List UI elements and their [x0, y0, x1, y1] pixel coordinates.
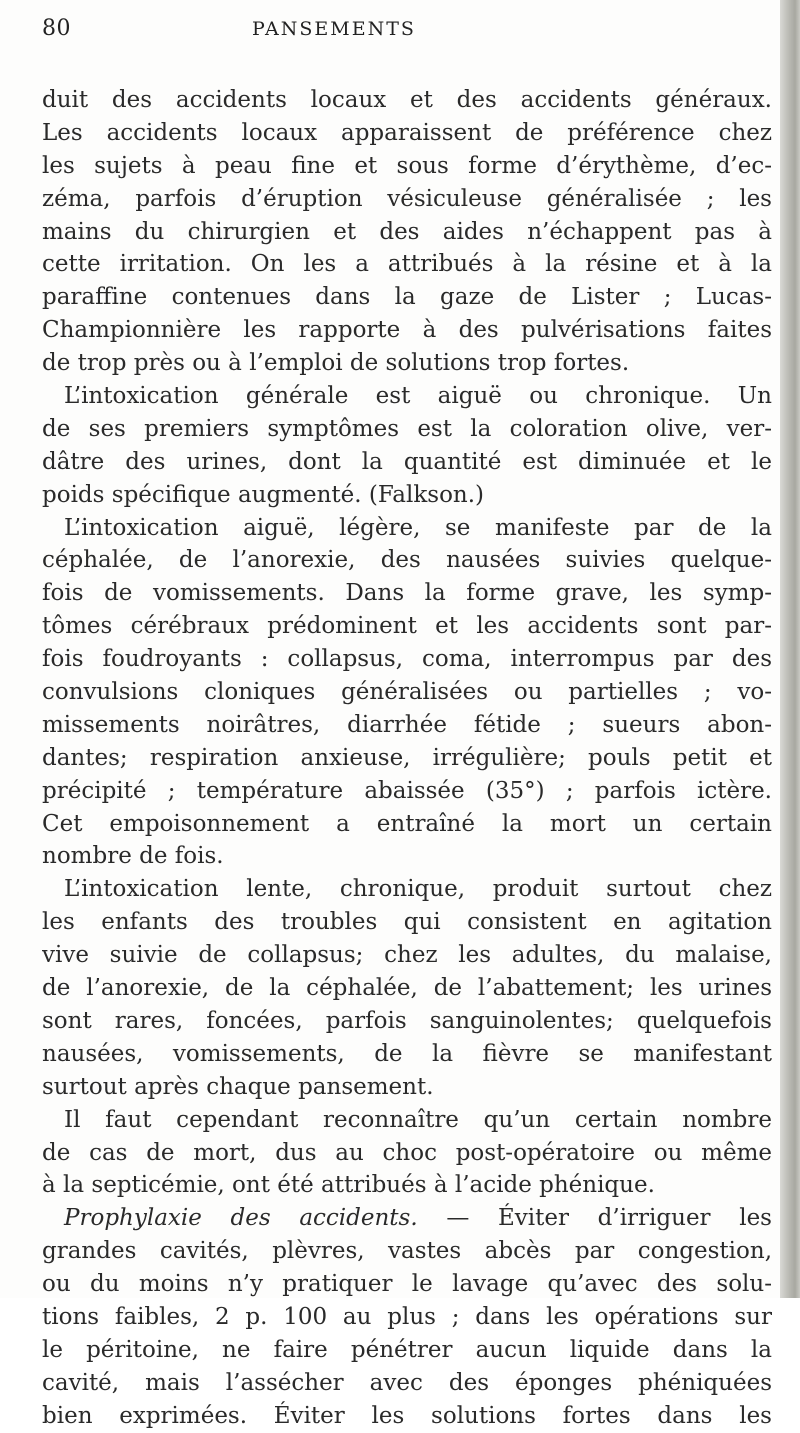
- text-line: les sujets à peau fine et sous forme d’érythème, d’ec-: [42, 152, 772, 179]
- text-line: vive suivie de collapsus; chez les adultes, du malaise,: [42, 942, 772, 969]
- text-line: à la septicémie, ont été attribués à l’acide phénique.: [42, 1172, 655, 1199]
- text-line: L’intoxication aiguë, légère, se manifeste par de la: [64, 514, 772, 541]
- page-number: 80: [42, 16, 71, 41]
- text-line: fois foudroyants : collapsus, coma, interrompus par des: [42, 646, 772, 673]
- text-line: cette irritation. On les a attribués à la résine et à la: [42, 251, 772, 278]
- text-line: dâtre des urines, dont la quantité est diminuée et le: [42, 448, 772, 475]
- text-line-rest: — Éviter d’irriguer les: [417, 1205, 772, 1232]
- text-line: [42, 1202, 772, 1235]
- text-line: Championnière les rapporte à des pulvérisations faites: [42, 317, 772, 344]
- text-line: nausées, vomissements, de la fièvre se manifestant: [42, 1040, 772, 1067]
- text-line: paraffine contenues dans la gaze de Lister ; Lucas-: [42, 284, 772, 311]
- text-line: grandes cavités, plèvres, vastes abcès par congestion,: [42, 1238, 772, 1265]
- body-text: [42, 84, 772, 1433]
- text-line: de ses premiers symptômes est la coloration olive, ver-: [42, 415, 772, 442]
- page-header: [42, 12, 762, 52]
- text-line: le péritoine, ne faire pénétrer aucun liquide dans la: [42, 1336, 772, 1363]
- text-line: missements noirâtres, diarrhée fétide ; sueurs abon-: [42, 711, 772, 738]
- text-line: de cas de mort, dus au choc post-opératoire ou même: [42, 1139, 772, 1166]
- text-line: zéma, parfois d’éruption vésiculeuse généralisée ; les: [42, 185, 772, 212]
- text-line: L’intoxication lente, chronique, produit surtout chez: [64, 876, 772, 903]
- text-line: poids spécifique augmenté. (Falkson.): [42, 481, 485, 508]
- text-line: convulsions cloniques généralisées ou partielles ; vo-: [42, 679, 772, 706]
- text-line: mains du chirurgien et des aides n’échappent pas à: [42, 218, 772, 245]
- text-line: de trop près ou à l’emploi de solutions trop fortes.: [42, 350, 630, 377]
- text-line: ou du moins n’y pratiquer le lavage qu’avec des solu-: [42, 1271, 772, 1298]
- section-heading: Prophylaxie des accidents.: [64, 1205, 418, 1232]
- text-line: duit des accidents locaux et des accidents généraux.: [42, 87, 772, 113]
- text-line: sont rares, foncées, parfois sanguinolentes; quelquefois: [42, 1007, 772, 1034]
- text-line: fois de vomissements. Dans la forme grave, les symp-: [42, 580, 772, 607]
- text-line: Il faut cependant reconnaître qu’un certain nombre: [64, 1106, 772, 1133]
- text-line: cavité, mais l’assécher avec des éponges phéniquées: [42, 1369, 772, 1396]
- text-line: les enfants des troubles qui consistent en agitation: [42, 909, 772, 936]
- text-line: nombre de fois.: [42, 843, 224, 870]
- text-line: tions faibles, 2 p. 100 au plus ; dans les opérations sur: [42, 1303, 772, 1330]
- text-line: de l’anorexie, de la céphalée, de l’abattement; les urines: [42, 975, 772, 1002]
- text-line: Cet empoisonnement a entraîné la mort un certain: [42, 810, 772, 837]
- text-line: L’intoxication générale est aiguë ou chronique. Un: [64, 383, 772, 410]
- text-line: dantes; respiration anxieuse, irrégulière; pouls petit et: [42, 744, 772, 771]
- scan-edge: [780, 0, 800, 1298]
- running-title: PANSEMENTS: [252, 18, 416, 40]
- text-line: tômes cérébraux prédominent et les accidents sont par-: [42, 613, 772, 640]
- text-line: bien exprimées. Éviter les solutions fortes dans les: [42, 1402, 772, 1429]
- text-line: surtout après chaque pansement.: [42, 1073, 434, 1100]
- text-line: céphalée, de l’anorexie, des nausées suivies quelque-: [42, 547, 772, 574]
- text-line: précipité ; température abaissée (35°) ; parfois ictère.: [42, 777, 772, 804]
- text-line: Les accidents locaux apparaissent de préférence chez: [42, 119, 772, 146]
